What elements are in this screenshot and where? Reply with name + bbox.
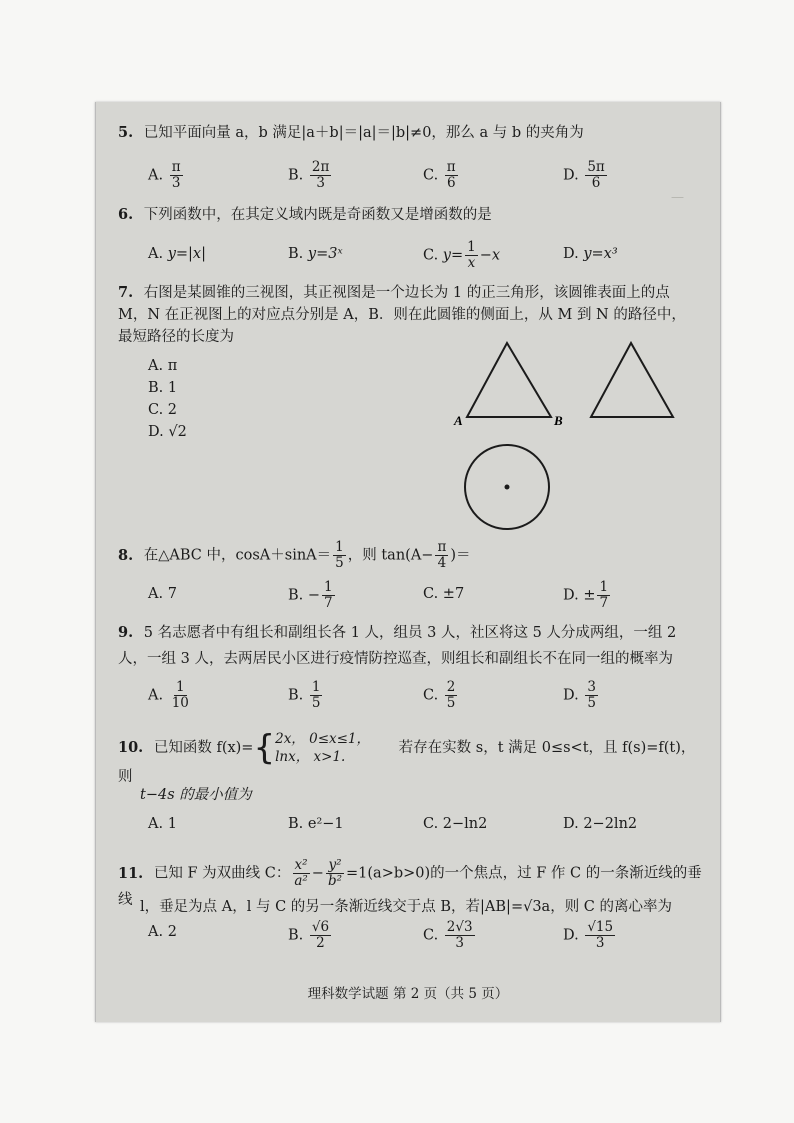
stem-part: 已知函数 f(x)= (153, 740, 254, 756)
fraction: $\frac{1}{x}$ (467, 239, 476, 271)
question-11-options (118, 920, 698, 954)
fraction: $\frac{5\pi}{6}$ (587, 159, 605, 191)
fraction: $\frac{1}{7}$ (324, 579, 333, 611)
question-number: 9. (118, 624, 134, 641)
stem-part: 若存在实数 s，t 满足 0≤s<t，且 f(s)=f(t)，则 (118, 740, 696, 785)
question-number: 10. (118, 739, 144, 756)
fraction: $\frac{\text{x²}}{\text{a²}}$ (294, 857, 308, 889)
question-10-line2 (140, 784, 740, 806)
fraction: $\frac{√15}{3}$ (587, 919, 614, 951)
option-d: D. 2−2ln2 (563, 816, 638, 832)
question-9-options (118, 680, 698, 714)
question-7-options (148, 358, 228, 448)
top-view-center-dot (505, 485, 510, 490)
fraction: $\frac{1}{5}$ (335, 539, 344, 571)
fraction: $\frac{3}{5}$ (587, 679, 596, 711)
option-d: D. y=x³ (563, 246, 618, 262)
front-view-triangle (467, 343, 551, 417)
option-c: C. 2 (148, 402, 178, 418)
piece-case-2: lnx， x>1. (275, 749, 346, 765)
fraction: $\frac{\pi}{6}$ (446, 159, 456, 191)
option-d: D. $\frac{√15}{3}$ (563, 919, 614, 951)
page-footer: 理科数学试题 第 2 页（共 5 页） (307, 986, 509, 1002)
fraction: $\frac{1}{10}$ (171, 679, 189, 711)
question-number: 6. (118, 206, 134, 223)
question-number: 5. (118, 124, 134, 141)
option-b: B. y=3ˣ (288, 246, 343, 262)
option-b: B. $\frac{√6}{2}$ (288, 919, 330, 951)
option-a: A. π (148, 358, 178, 374)
stem-part: )＝ (450, 547, 471, 564)
fraction: $\frac{2\pi}{3}$ (311, 159, 330, 191)
option-b: B. e²−1 (288, 816, 344, 832)
option-a: A. 1 (148, 816, 177, 832)
question-6-options (118, 240, 698, 274)
question-stem: 5 名志愿者中有组长和副组长各 1 人，组员 3 人，社区将这 5 人分成两组，一组 2 人，一组 3 人，去两居民小区进行疫情防控巡查，则组长和副组长不在同一组的概率为 (118, 625, 677, 667)
stem-part: ，则 tan(A− (347, 547, 434, 564)
piece-case-1: 2x， 0≤x≤1， (275, 731, 371, 747)
option-a: A. 7 (148, 586, 177, 602)
option-c: C. $\frac{2√3}{3}$ (423, 919, 473, 951)
option-a: A. 2 (148, 924, 177, 940)
question-number: 7. (118, 284, 134, 301)
option-b: B. $\frac{1}{5}$ (288, 679, 321, 711)
option-c: C. ±7 (423, 586, 465, 602)
option-a: A. $\frac{1}{10}$ (148, 679, 189, 711)
fraction: $\frac{1}{7}$ (599, 579, 609, 611)
question-11-line2 (140, 896, 710, 918)
option-a: A. y=|x| (148, 246, 206, 262)
bleed-through-text: — (671, 190, 684, 205)
side-view-triangle (591, 343, 673, 417)
point-a-label: A (454, 413, 463, 428)
stem-part: l，垂足为点 A，l 与 C 的另一条渐近线交于点 B，若|AB|=√3a，则 C 的离心率为 (140, 899, 673, 915)
question-stem: 已知平面向量 a，b 满足|a＋b|＝|a|＝|b|≠0，那么 a 与 b 的夹角为 (143, 125, 584, 141)
cone-three-views-figure (451, 337, 691, 537)
stem-part: 已知 F 为双曲线 C： (153, 865, 291, 882)
option-d: D. $\frac{3}{5}$ (563, 679, 596, 711)
question-6 (118, 204, 718, 226)
piecewise-cases (275, 730, 370, 766)
option-c: C. 2−ln2 (423, 816, 488, 832)
piecewise-brace: { (253, 728, 276, 768)
option-d: D. $\frac{5\pi}{6}$ (563, 159, 605, 191)
question-5-options (118, 160, 698, 194)
fraction: $\frac{\pi}{3}$ (171, 159, 181, 191)
option-d: D. ± $\frac{1}{7}$ (563, 579, 609, 611)
fraction: $\frac{√6}{2}$ (311, 919, 330, 951)
stem-part: t−4s 的最小值为 (140, 787, 252, 803)
question-9 (118, 620, 698, 672)
fraction: $\frac{1}{5}$ (311, 679, 321, 711)
question-8-options (118, 580, 698, 614)
question-5 (118, 122, 718, 144)
fraction: $\frac{2√3}{3}$ (446, 919, 473, 951)
point-b-label: B (554, 413, 563, 428)
question-stem: 下列函数中，在其定义域内既是奇函数又是增函数的是 (143, 207, 492, 223)
question-stem: 右图是某圆锥的三视图，其正视图是一个边长为 1 的正三角形，该圆锥表面上的点 M，N 在正视图上的对应点分别是 A，B．则在此圆锥的侧面上，从 M 到 N 的路径中，最短路径的长度为 (118, 285, 686, 345)
question-8 (118, 540, 718, 571)
fraction: $\frac{\pi}{4}$ (437, 539, 447, 571)
stem-part: 在△ABC 中，cosA＋sinA＝ (143, 547, 332, 564)
exam-page (95, 102, 721, 1022)
option-c: C. y= $\frac{1}{x}$ −x (423, 239, 501, 271)
question-number: 8. (118, 546, 134, 564)
fraction: $\frac{2}{5}$ (446, 679, 456, 711)
question-10-options (118, 816, 698, 842)
option-b: B. $\frac{2\pi}{3}$ (288, 159, 330, 191)
fraction: $\frac{\text{y²}}{\text{b²}}$ (327, 857, 343, 889)
stem-part: − (311, 865, 324, 882)
option-c: C. $\frac{2}{5}$ (423, 679, 456, 711)
option-a: A. $\frac{\pi}{3}$ (148, 159, 181, 191)
option-b: B. − $\frac{1}{7}$ (288, 579, 333, 611)
option-b: B. 1 (148, 380, 178, 396)
option-d: D. √2 (148, 424, 187, 440)
option-c: C. $\frac{\pi}{6}$ (423, 159, 456, 191)
question-10 (118, 730, 708, 788)
stem-part: =1(a>b>0)的一个焦点，过 F 作 C 的一条渐近线的垂线 (118, 865, 702, 908)
question-number: 11. (118, 864, 144, 882)
